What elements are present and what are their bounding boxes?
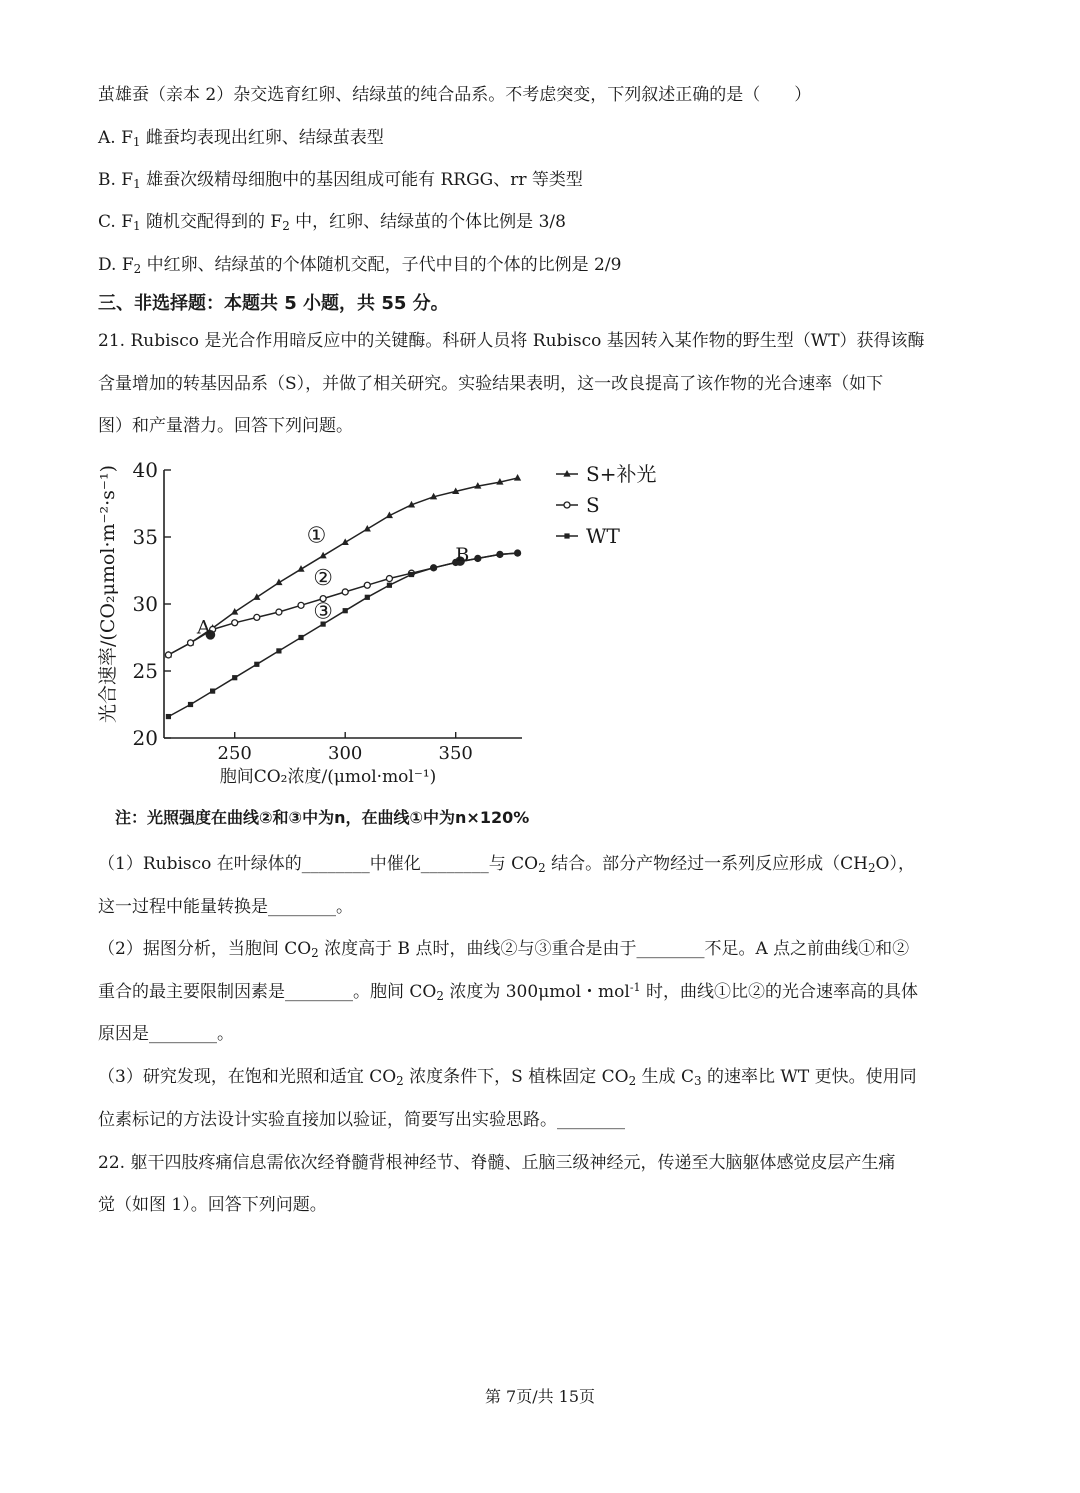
data-point-open-circle bbox=[364, 582, 370, 588]
data-point-square bbox=[564, 533, 569, 538]
y-tick-label: 20 bbox=[132, 726, 158, 750]
data-point-open-circle bbox=[276, 609, 282, 615]
photosynthesis-chart bbox=[92, 452, 692, 792]
y-axis-label: 光合速率/(CO₂μmol·m⁻²·s⁻¹) bbox=[97, 465, 119, 723]
series-line bbox=[168, 553, 517, 717]
data-point-square bbox=[232, 675, 237, 680]
annotation-label: ② bbox=[313, 566, 333, 592]
x-tick-label: 300 bbox=[328, 743, 363, 764]
data-point-square bbox=[343, 608, 348, 613]
annotation-label: ③ bbox=[313, 599, 333, 625]
legend-label: WT bbox=[586, 524, 620, 548]
question-21-line-1: 21. Rubisco 是光合作用暗反应中的关键酶。科研人员将 Rubisco 基因转入某作物的野生型（WT）获得该酶 bbox=[98, 331, 925, 351]
data-point-triangle bbox=[231, 608, 238, 615]
q21-part2-line3: 原因是________。 bbox=[98, 1024, 234, 1044]
question-22-line-2: 觉（如图 1）。回答下列问题。 bbox=[98, 1195, 327, 1215]
data-point-square bbox=[276, 648, 281, 653]
series-S bbox=[165, 550, 520, 658]
x-tick-label: 350 bbox=[438, 743, 473, 764]
text-line: 茧雄蚕（亲本 2）杂交选育红卵、结绿茧的纯合品系。不考虑突变，下列叙述正确的是（ ） bbox=[98, 85, 812, 105]
y-tick-label: 40 bbox=[132, 458, 158, 482]
chart-note: 注：光照强度在曲线②和③中为n，在曲线①中为n×120% bbox=[115, 808, 530, 827]
q21-part3-line1: （3）研究发现，在饱和光照和适宜 $CO_2$ 浓度条件下，S 植株固定 $CO_2$ 生成 $C_3$ 的速率比 WT 更快。使用同 bbox=[98, 1067, 917, 1088]
data-point-square bbox=[409, 572, 414, 577]
data-point-open-circle bbox=[298, 602, 304, 608]
data-point-square bbox=[210, 689, 215, 694]
data-point-open-circle bbox=[232, 620, 238, 626]
annotation-label: A bbox=[196, 616, 211, 639]
data-point-square bbox=[387, 583, 392, 588]
y-tick-label: 25 bbox=[132, 659, 158, 683]
question-22-line-1: 22. 躯干四肢疼痛信息需依次经脊髓背根神经节、脊髓、丘脑三级神经元，传递至大脑躯体感觉皮层产生痛 bbox=[98, 1153, 896, 1173]
q21-part1-line2: 这一过程中能量转换是________。 bbox=[98, 897, 353, 917]
question-21-line-2: 含量增加的转基因品系（S），并做了相关研究。实验结果表明，这一改良提高了该作物的光合速率（如下 bbox=[98, 374, 884, 394]
page-footer: 第 7页/共 15页 bbox=[484, 1387, 596, 1406]
y-tick-label: 30 bbox=[132, 592, 158, 616]
data-point-square bbox=[431, 565, 436, 570]
data-point-square bbox=[497, 552, 502, 557]
series-line bbox=[168, 553, 517, 655]
data-point-open-circle bbox=[165, 652, 171, 658]
option-b: B. $F_1$ 雄蚕次级精母细胞中的基因组成可能有 RRGG、rr 等类型 bbox=[98, 170, 583, 191]
option-a: A. $F_1$ 雌蚕均表现出红卵、结绿茧表型 bbox=[98, 128, 384, 149]
data-point-square bbox=[254, 662, 259, 667]
data-point-square bbox=[298, 635, 303, 640]
legend-label: S bbox=[586, 493, 600, 517]
data-point-square bbox=[515, 550, 520, 555]
option-c: C. $F_1$ 随机交配得到的 $F_2$ 中，红卵、结绿茧的个体比例是 3/8 bbox=[98, 212, 566, 233]
legend-label: S+补光 bbox=[586, 462, 657, 486]
legend bbox=[556, 462, 656, 548]
data-point-open-circle bbox=[386, 576, 392, 582]
series-WT bbox=[166, 550, 520, 719]
series-line bbox=[168, 478, 517, 655]
x-tick-label: 250 bbox=[217, 743, 252, 764]
data-point-square bbox=[166, 714, 171, 719]
annotation-label: B bbox=[455, 544, 470, 567]
data-point-open-circle bbox=[188, 640, 194, 646]
q21-part2-line2: 重合的最主要限制因素是________。胞间 $CO_2$ 浓度为 300μmol・mol$^{-1}$ 时，曲线①比②的光合速率高的具体 bbox=[98, 980, 918, 1003]
q21-part1-line1: （1）Rubisco 在叶绿体的________中催化________与 $CO_2$ 结合。部分产物经过一系列反应形成$(CH_2O)$， bbox=[98, 854, 915, 875]
q21-part3-line2: 位素标记的方法设计实验直接加以验证，简要写出实验思路。________ bbox=[98, 1110, 625, 1130]
x-axis-label: 胞间CO₂浓度/(μmol·mol⁻¹) bbox=[219, 767, 437, 787]
data-point-triangle bbox=[253, 593, 260, 600]
section-heading: 三、非选择题：本题共 5 小题，共 55 分。 bbox=[98, 293, 449, 314]
question-21-line-3: 图）和产量潜力。回答下列问题。 bbox=[98, 416, 353, 436]
y-tick-label: 35 bbox=[132, 525, 158, 549]
q21-part2-line1: （2）据图分析，当胞间 $CO_2$ 浓度高于 B 点时，曲线②与③重合是由于________不足。A 点之前曲线①和② bbox=[98, 939, 910, 960]
data-point-square bbox=[365, 595, 370, 600]
data-point-open-circle bbox=[254, 614, 260, 620]
data-point-square bbox=[188, 702, 193, 707]
annotation-label: ① bbox=[306, 523, 327, 549]
data-point-square bbox=[475, 556, 480, 561]
data-point-open-circle bbox=[564, 502, 570, 508]
data-point-open-circle bbox=[342, 589, 348, 595]
data-point-triangle bbox=[514, 474, 521, 481]
option-d: D. $F_2$ 中红卵、结绿茧的个体随机交配，子代中目的个体的比例是 2/9 bbox=[98, 255, 622, 276]
